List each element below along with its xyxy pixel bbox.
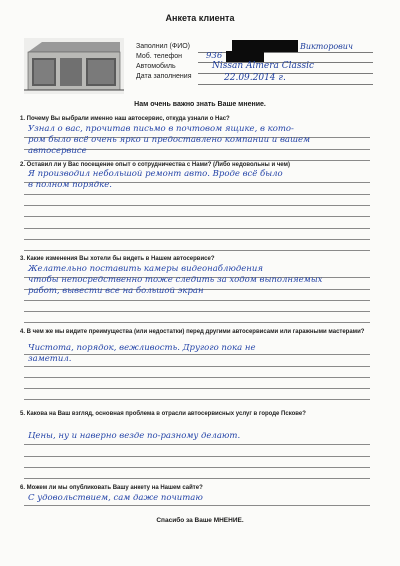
answer-line [24, 300, 370, 301]
field-label-date: Дата заполнения [136, 73, 192, 80]
field-label-phone: Моб. телефон [136, 53, 182, 60]
answer-line [24, 239, 370, 240]
field-value-phone: 936 [206, 51, 223, 61]
answer-4-line-1: Чистота, порядок, вежливость. Другого пока не [28, 343, 256, 353]
page-title: Анкета клиента [165, 13, 235, 23]
answer-2-line-1: Я производил небольшой ремонт авто. Вроде всё было [28, 169, 283, 179]
answer-line [24, 399, 370, 400]
answer-5-line-1: Цены, ну и наверно везде по-разному делают. [28, 431, 241, 441]
service-building-logo [24, 38, 124, 94]
intro-text: Нам очень важно знать Ваше мнение. [134, 101, 266, 108]
question-6: 6. Можем ли мы опубликовать Вашу анкету на Нашем сайте? [20, 485, 203, 491]
field-label-car: Автомобиль [136, 63, 176, 70]
answer-line [24, 388, 370, 389]
question-2: 2. Оставил ли у Вас посещение опыт о сотрудничества с Нами? (Либо недовольны и чем) [20, 162, 290, 168]
answer-line [24, 205, 370, 206]
answer-line [24, 216, 370, 217]
answer-1-line-2: ром было всё очень ярко и предоставлено компании и вашем [28, 135, 311, 145]
answer-3-line-1: Желательно поставить камеры видеонаблюдения [28, 264, 264, 274]
answer-line [24, 311, 370, 312]
answer-line [24, 478, 370, 479]
question-1: 1. Почему Вы выбрали именно наш автосервис, откуда узнали о Нас? [20, 116, 230, 122]
question-4: 4. В чем же мы видите преимущества (или недостатки) перед другими автосервисами или гаражными мастерами? [20, 329, 365, 335]
answer-line [24, 354, 370, 355]
field-value-date: 22.09.2014 г. [224, 73, 286, 83]
field-value-filled-by: Викторович [300, 42, 353, 51]
field-value-car: Nissan Almera Classic [212, 61, 315, 71]
field-label-filled-by: Заполнил (ФИО) [136, 43, 191, 50]
answer-3-line-3: работ, вывести все на большой экран [28, 286, 204, 296]
answer-line [24, 250, 370, 251]
answer-line [24, 444, 370, 445]
answer-line [24, 377, 370, 378]
answer-4-line-2: заметил. [28, 354, 72, 364]
field-line-filled-by [198, 52, 373, 53]
answer-line [24, 467, 370, 468]
answer-line [24, 228, 370, 229]
answer-line [24, 322, 370, 323]
footer-thanks: Спасибо за Ваше МНЕНИЕ. [156, 517, 244, 524]
question-5: 5. Какова на Ваш взгляд, основная проблема в отрасли автосервисных услуг в городе Пскове? [20, 411, 306, 417]
answer-line [24, 366, 370, 367]
answer-1-line-3: автосервисе [28, 146, 87, 156]
answer-line [24, 456, 370, 457]
field-line-date [198, 84, 373, 85]
answer-1-line-1: Узнал о вас, прочитав письмо в почтовом ящике, в кото- [28, 124, 294, 134]
answer-2-line-2: в полном порядке. [28, 180, 112, 190]
question-3: 3. Какие изменения Вы хотели бы видеть в Нашем автосервисе? [20, 256, 215, 262]
answer-6-line-1: С удовольствием, сам даже почитаю [28, 493, 203, 503]
answer-line [24, 505, 370, 506]
answer-line [24, 194, 370, 195]
answer-line [24, 160, 370, 161]
answer-3-line-2: чтобы непосредственно тоже следить за ходом выполняемых [28, 275, 323, 285]
